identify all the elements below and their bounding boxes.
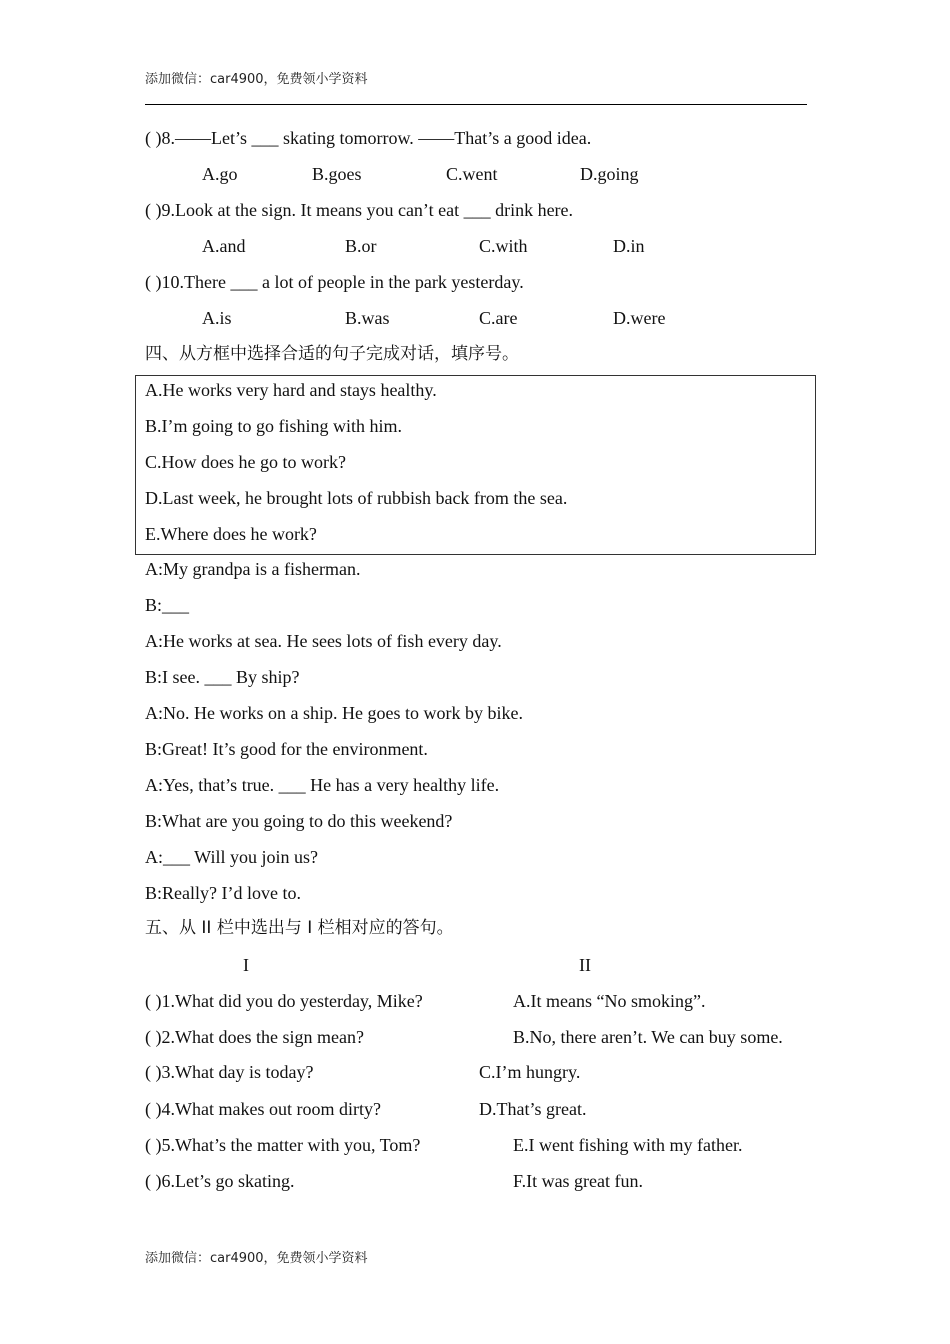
match-question-2: ( )2.What does the sign mean? bbox=[145, 1027, 364, 1047]
column-ii-header: II bbox=[579, 955, 591, 975]
match-answer-b: B.No, there aren’t. We can buy some. bbox=[513, 1027, 783, 1047]
dialogue-line: B:I see. ___ By ship? bbox=[145, 667, 300, 687]
match-question-5: ( )5.What’s the matter with you, Tom? bbox=[145, 1135, 421, 1155]
q8-option-b: B.goes bbox=[312, 164, 362, 184]
q8-option-d: D.going bbox=[580, 164, 639, 184]
match-answer-a: A.It means “No smoking”. bbox=[513, 991, 706, 1011]
dialogue-line: B:___ bbox=[145, 595, 190, 615]
box-sentence-b: B.I’m going to go fishing with him. bbox=[145, 416, 403, 436]
dialogue-line: A:Yes, that’s true. ___ He has a very healthy life. bbox=[145, 775, 500, 795]
match-answer-e: E.I went fishing with my father. bbox=[513, 1135, 743, 1155]
q9-option-d: D.in bbox=[613, 236, 645, 256]
match-question-1: ( )1.What did you do yesterday, Mike? bbox=[145, 991, 423, 1011]
match-answer-c: C.I’m hungry. bbox=[479, 1062, 581, 1082]
page-header: 添加微信：car4900，免费领小学资料 bbox=[145, 72, 368, 87]
q10-option-a: A.is bbox=[202, 308, 232, 328]
dialogue-line: A:___ Will you join us? bbox=[145, 847, 318, 867]
question-9: ( )9.Look at the sign. It means you can’t eat ___ drink here. bbox=[145, 200, 574, 220]
box-sentence-c: C.How does he go to work? bbox=[145, 452, 346, 472]
box-sentence-a: A.He works very hard and stays healthy. bbox=[145, 380, 437, 400]
section-5-title: 五、从 II 栏中选出与 I 栏相对应的答句。 bbox=[145, 918, 454, 938]
q10-option-d: D.were bbox=[613, 308, 666, 328]
header-rule bbox=[145, 104, 807, 105]
q9-option-c: C.with bbox=[479, 236, 528, 256]
dialogue-line: B:Great! It’s good for the environment. bbox=[145, 739, 428, 759]
match-answer-d: D.That’s great. bbox=[479, 1099, 587, 1119]
q10-option-c: C.are bbox=[479, 308, 518, 328]
box-sentence-e: E.Where does he work? bbox=[145, 524, 317, 544]
q8-option-a: A.go bbox=[202, 164, 238, 184]
q8-option-c: C.went bbox=[446, 164, 498, 184]
q9-option-a: A.and bbox=[202, 236, 246, 256]
dialogue-line: A:No. He works on a ship. He goes to work by bike. bbox=[145, 703, 523, 723]
dialogue-line: A:He works at sea. He sees lots of fish every day. bbox=[145, 631, 502, 651]
q9-option-b: B.or bbox=[345, 236, 377, 256]
match-answer-f: F.It was great fun. bbox=[513, 1171, 644, 1191]
q10-option-b: B.was bbox=[345, 308, 390, 328]
box-sentence-d: D.Last week, he brought lots of rubbish back from the sea. bbox=[145, 488, 568, 508]
dialogue-line: A:My grandpa is a fisherman. bbox=[145, 559, 361, 579]
match-question-4: ( )4.What makes out room dirty? bbox=[145, 1099, 381, 1119]
page-footer: 添加微信：car4900，免费领小学资料 bbox=[145, 1251, 368, 1266]
dialogue-line: B:What are you going to do this weekend? bbox=[145, 811, 453, 831]
section-4-title: 四、从方框中选择合适的句子完成对话，填序号。 bbox=[145, 344, 519, 364]
question-8: ( )8.——Let’s ___ skating tomorrow. ——That’s a good idea. bbox=[145, 128, 592, 148]
match-question-3: ( )3.What day is today? bbox=[145, 1062, 314, 1082]
question-10: ( )10.There ___ a lot of people in the park yesterday. bbox=[145, 272, 524, 292]
match-question-6: ( )6.Let’s go skating. bbox=[145, 1171, 295, 1191]
column-i-header: I bbox=[243, 955, 249, 975]
dialogue-line: B:Really? I’d love to. bbox=[145, 883, 301, 903]
